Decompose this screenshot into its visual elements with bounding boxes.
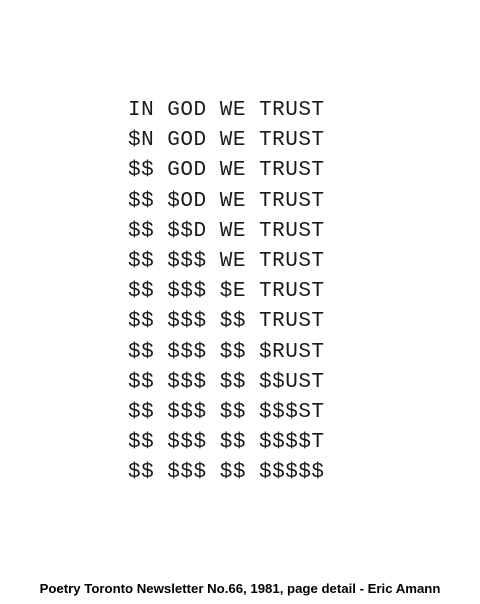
- poem-line: $$ GOD WE TRUST: [128, 159, 325, 183]
- poem-line: IN GOD WE TRUST: [128, 99, 325, 122]
- poem-line: $$ $$$ $$ $$$$T: [128, 431, 325, 455]
- concrete-poem: [128, 96, 388, 488]
- poem-line: $$ $$$ $E TRUST: [128, 280, 325, 304]
- source-caption: Poetry Toronto Newsletter No.66, 1981, page detail - Eric Amann: [39, 581, 441, 596]
- poem-line: $$ $$$ $$ $$$$$: [128, 461, 325, 485]
- poem-line: $$ $OD WE TRUST: [128, 189, 325, 213]
- poem-line: $$ $$$ WE TRUST: [128, 249, 325, 273]
- poem-line: $N GOD WE TRUST: [128, 129, 325, 153]
- poem-line: $$ $$$ $$ TRUST: [128, 310, 325, 334]
- poem-line: $$ $$D WE TRUST: [128, 219, 325, 243]
- poem-line: $$ $$$ $$ $$$ST: [128, 400, 325, 424]
- poem-line: $$ $$$ $$ $$UST: [128, 370, 325, 394]
- poem-line: $$ $$$ $$ $RUST: [128, 340, 325, 364]
